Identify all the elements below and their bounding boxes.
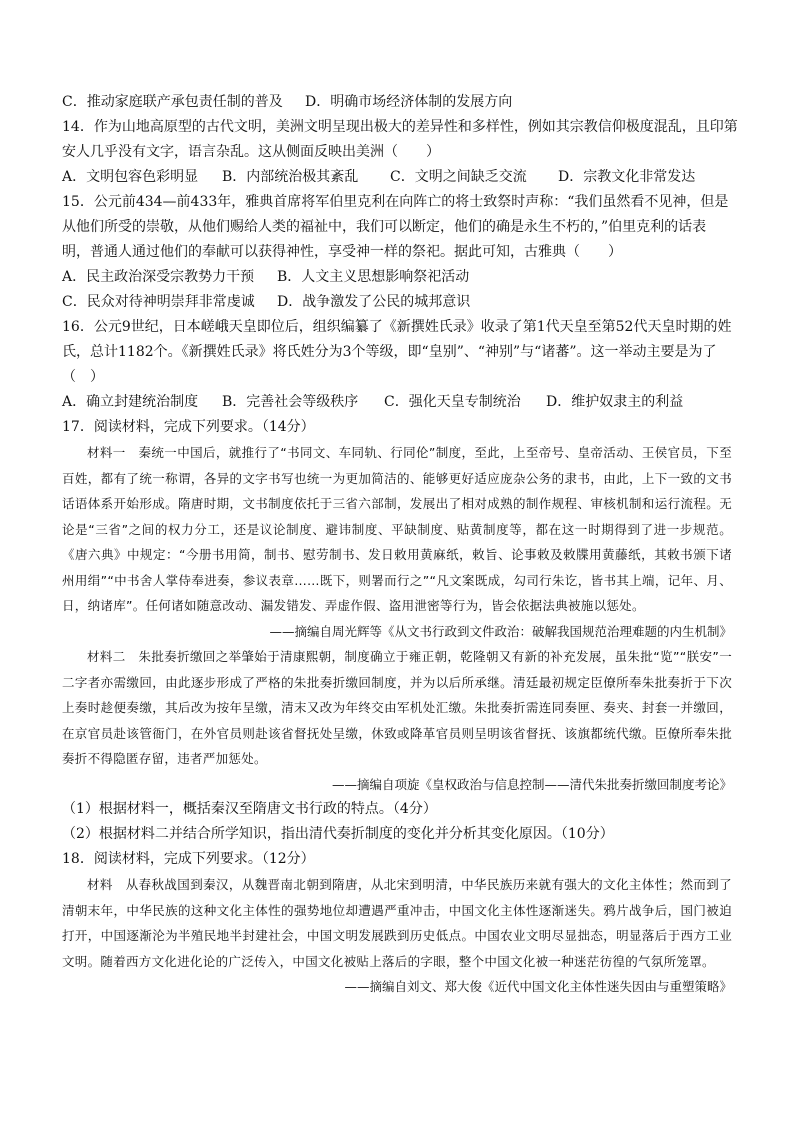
q15-option-d: D．战争激发了公民的城邦意识 xyxy=(277,294,471,310)
q14-option-d: D．宗教文化非常发达 xyxy=(558,169,696,185)
q18-source: ——摘编自刘文、郑大俊《近代中国文化主体性迷失因由与重塑策略》 xyxy=(344,979,732,994)
q13-options xyxy=(62,90,732,115)
q16-option-c: C．强化天皇专制统治 xyxy=(384,394,521,410)
q17-requirement-2: （2）根据材料二并结合所学知识，指出清代奏折制度的变化并分析其变化原因。（10分） xyxy=(62,826,614,842)
q16-option-b: B．完善社会等级秩序 xyxy=(222,394,359,410)
q15-options-row-2 xyxy=(62,290,732,315)
q15-option-c: C．民众对待神明崇拜非常虔诚 xyxy=(62,294,255,310)
q17-material-2: 材料二 朱批奏折缴回之举肇始于清康熙朝，制度确立于雍正朝，乾隆朝又有新的补充发展，虽朱批“览”“朕安”一二字者亦需缴回，由此逐步形成了严格的朱批奏折缴回制度，并为以后所承继。清廷最初规定臣僚所奉朱批奏折于下次上奏时趁便奏缴，其后改为按年呈缴，清末又改为年终交由军机处汇缴。朱批奏折需连同奏匣、奏夹、封套一并缴回，在京官员赴该管衙门，在外官员则赴该省督抚处呈缴，休致或降革官员则呈明该省督抚、该旗都统代缴。臣僚所奉朱批奏折不得隐匿存留，违者严加惩处。 xyxy=(62,649,732,766)
q14-options xyxy=(62,165,732,190)
q14-stem-line-2: 安人几乎没有文字，语言杂乱。这从侧面反映出美洲（ ） xyxy=(62,144,440,160)
q16-option-d: D．维护奴隶主的利益 xyxy=(546,394,684,410)
q14-option-a: A．文明包容色彩明显 xyxy=(62,169,199,185)
q15-options-row-1 xyxy=(62,265,732,290)
q14-stem-line-1: 14．作为山地高原型的古代文明，美洲文明呈现出极大的差异性和多样性，例如其宗教信仰极度混乱，且印第 xyxy=(62,119,738,135)
q15-option-a: A．民主政治深受宗教势力干预 xyxy=(62,269,255,285)
q17-requirement-1: （1）根据材料一，概括秦汉至隋唐文书行政的特点。（4分） xyxy=(62,801,437,817)
q16-stem: 16．公元9世纪，日本嵯峨天皇即位后，组织编纂了《新撰姓氏录》收录了第1代天皇至第52代天皇时期的姓氏，总计1182个。《新撰姓氏录》将氏姓分为3个等级，即“皇别”、“神别”与“诸蕃”。这一举动主要是为了（ ） xyxy=(62,319,732,385)
q18-title: 18．阅读材料，完成下列要求。（12分） xyxy=(62,851,315,867)
exam-page xyxy=(62,90,738,1000)
q15-stem: 15．公元前434—前433年，雅典首席将军伯里克利在向阵亡的将士致祭时声称：“我们虽然看不见神，但是从他们所受的崇敬，从他们赐给人类的福祉中，我们可以断定，他们的确是永生不朽的，”伯里克利的话表明，普通人通过他们的奉献可以获得神性，享受神一样的祭祀。据此可知，古雅典（ ） xyxy=(62,194,729,260)
q17-material-1: 材料一 秦统一中国后，就推行了“书同文、车同轨、行同伦”制度，至此，上至帝号、皇帝活动、王侯官员，下至百姓，都有了统一称谓，各异的文字书写也统一为更加简洁的、能够更好适应庞杂公务的隶书，由此，上下一致的文书话语体系开始形成。隋唐时期，文书制度依托于三省六部制，发展出了相对成熟的制作规程、审核机制和运行流程。无论是“三省”之间的权力分工，还是议论制度、避讳制度、平缺制度、贴黄制度等，都在这一时期得到了进一步规范。《唐六典》中规定：“今册书用简，制书、慰劳制书、发日敕用黄麻纸，敕旨、论事敕及敕牒用黄藤纸，其敕书颁下诸州用绢”“中书舍人掌侍奉进奏，参议表章……既下，则署而行之”“凡文案既成，勾司行朱讫，皆书其上端，记年、月、日，纳诸库”。任何诸如随意改动、漏发错发、弄虚作假、盗用泄密等行为，皆会依据法典被施以惩处。 xyxy=(62,445,732,613)
q18-material: 材料 从春秋战国到秦汉，从魏晋南北朝到隋唐，从北宋到明清，中华民族历来就有强大的文化主体性；然而到了清朝末年，中华民族的这种文化主体性的强势地位却遭遇严重冲击，中国文化主体性逐渐迷失。鸦片战争后，国门被迫打开，中国逐渐沦为半殖民地半封建社会，中国文明发展跌到历史低点。中国农业文明尽显拙态，明显落后于西方工业文明。随着西方文化进化论的广泛传入，中国文化被贴上落后的字眼，整个中国文化被一种迷茫彷徨的气氛所笼罩。 xyxy=(62,877,732,969)
q14-option-c: C．文明之间缺乏交流 xyxy=(390,169,527,185)
q16-options xyxy=(62,390,732,415)
q16-option-a: A．确立封建统治制度 xyxy=(62,394,199,410)
q17-source-1: ——摘编自周光辉等《从文书行政到文件政治：破解我国规范治理难题的内生机制》 xyxy=(269,623,732,639)
q17-source-2: ——摘编自项旋《皇权政治与信息控制——清代朱批奏折缴回制度考论》 xyxy=(331,776,732,792)
q17-title: 17．阅读材料，完成下列要求。（14分） xyxy=(62,419,315,435)
q13-option-d: D．明确市场经济体制的发展方向 xyxy=(305,94,513,110)
q15-option-b: B．人文主义思想影响祭祀活动 xyxy=(277,269,470,285)
q14-option-b: B．内部统治极其紊乱 xyxy=(222,169,359,185)
q13-option-c: C．推动家庭联产承包责任制的普及 xyxy=(62,94,283,110)
